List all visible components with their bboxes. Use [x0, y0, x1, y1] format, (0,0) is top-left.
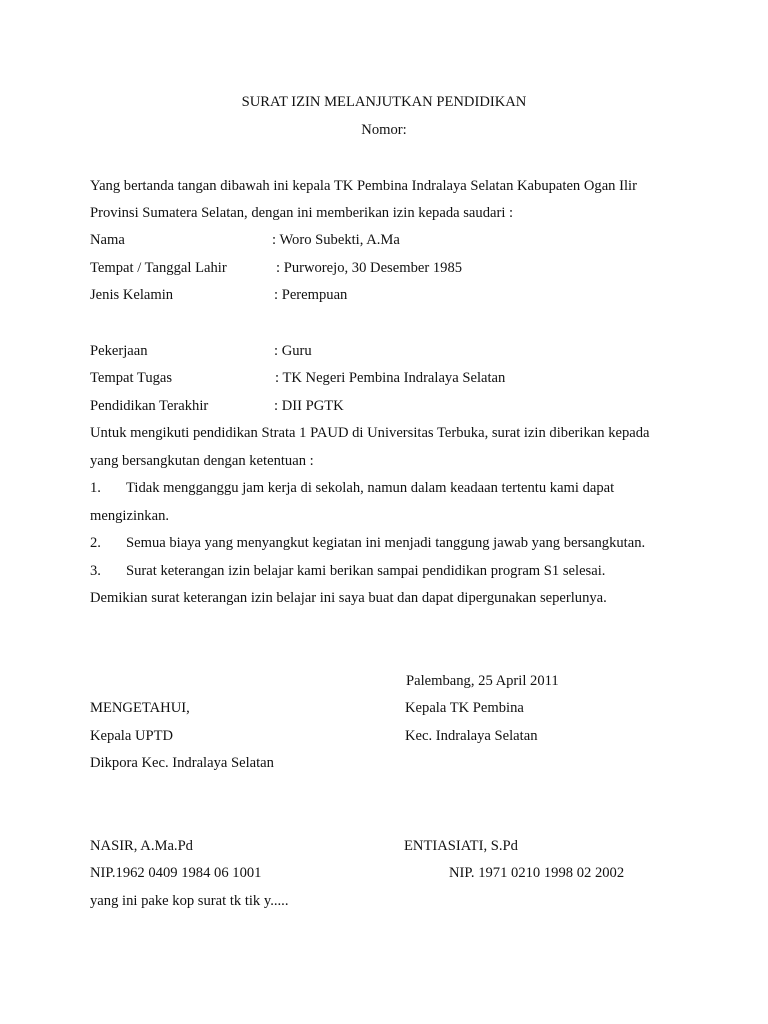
right-signatory-line-1: Kepala TK Pembina: [405, 700, 524, 716]
left-signatory-line-1: MENGETAHUI,: [90, 700, 190, 716]
field-label-tempat-tugas: Tempat Tugas: [90, 370, 173, 386]
right-signatory-line-2: Kec. Indralaya Selatan: [405, 728, 538, 744]
place-date: Palembang, 25 April 2011: [406, 673, 559, 689]
condition-1-line-1: Tidak mengganggu jam kerja di sekolah, namun dalam keadaan tertentu kami dapat: [126, 480, 615, 496]
condition-number-1: 1.: [90, 480, 101, 496]
purpose-line-1: Untuk mengikuti pendidikan Strata 1 PAUD di Universitas Terbuka, surat izin diberikan kepada: [90, 425, 650, 441]
field-label-ttl: Tempat / Tanggal Lahir: [90, 260, 227, 276]
left-signatory-line-2: Kepala UPTD: [90, 728, 174, 744]
purpose-line-2: yang bersangkutan dengan ketentuan :: [90, 453, 314, 469]
condition-number-3: 3.: [90, 563, 101, 579]
field-value-pendidikan: : DII PGTK: [274, 398, 344, 414]
field-label-pendidikan: Pendidikan Terakhir: [90, 398, 209, 414]
intro-line-1: Yang bertanda tangan dibawah ini kepala TK Pembina Indralaya Selatan Kabupaten Ogan Ilir: [90, 178, 637, 194]
footnote: yang ini pake kop surat tk tik y.....: [90, 893, 289, 909]
field-value-jenis-kelamin: : Perempuan: [274, 287, 348, 303]
field-label-jenis-kelamin: Jenis Kelamin: [90, 287, 174, 303]
letter-number-label: Nomor:: [361, 122, 407, 138]
condition-1-line-2: mengizinkan.: [90, 508, 170, 524]
left-signatory-nip: NIP.1962 0409 1984 06 1001: [90, 865, 262, 881]
field-label-nama: Nama: [90, 232, 125, 248]
letter-title: SURAT IZIN MELANJUTKAN PENDIDIKAN: [241, 94, 527, 110]
field-value-nama: : Woro Subekti, A.Ma: [272, 232, 400, 248]
right-signatory-nip: NIP. 1971 0210 1998 02 2002: [449, 865, 625, 881]
condition-number-2: 2.: [90, 535, 101, 551]
left-signatory-name: NASIR, A.Ma.Pd: [90, 838, 193, 854]
field-value-ttl: : Purworejo, 30 Desember 1985: [276, 260, 463, 276]
intro-line-2: Provinsi Sumatera Selatan, dengan ini memberikan izin kepada saudari :: [90, 205, 514, 221]
field-value-tempat-tugas: : TK Negeri Pembina Indralaya Selatan: [275, 370, 506, 386]
field-label-pekerjaan: Pekerjaan: [90, 343, 148, 359]
closing-statement: Demikian surat keterangan izin belajar ini saya buat dan dapat dipergunakan seperlunya.: [90, 590, 607, 606]
condition-3-line-1: Surat keterangan izin belajar kami berikan sampai pendidikan program S1 selesai.: [126, 563, 606, 579]
field-value-pekerjaan: : Guru: [274, 343, 312, 359]
right-signatory-name: ENTIASIATI, S.Pd: [404, 838, 518, 854]
left-signatory-line-3: Dikpora Kec. Indralaya Selatan: [90, 755, 274, 771]
condition-2-line-1: Semua biaya yang menyangkut kegiatan ini menjadi tanggung jawab yang bersangkutan.: [126, 535, 646, 551]
